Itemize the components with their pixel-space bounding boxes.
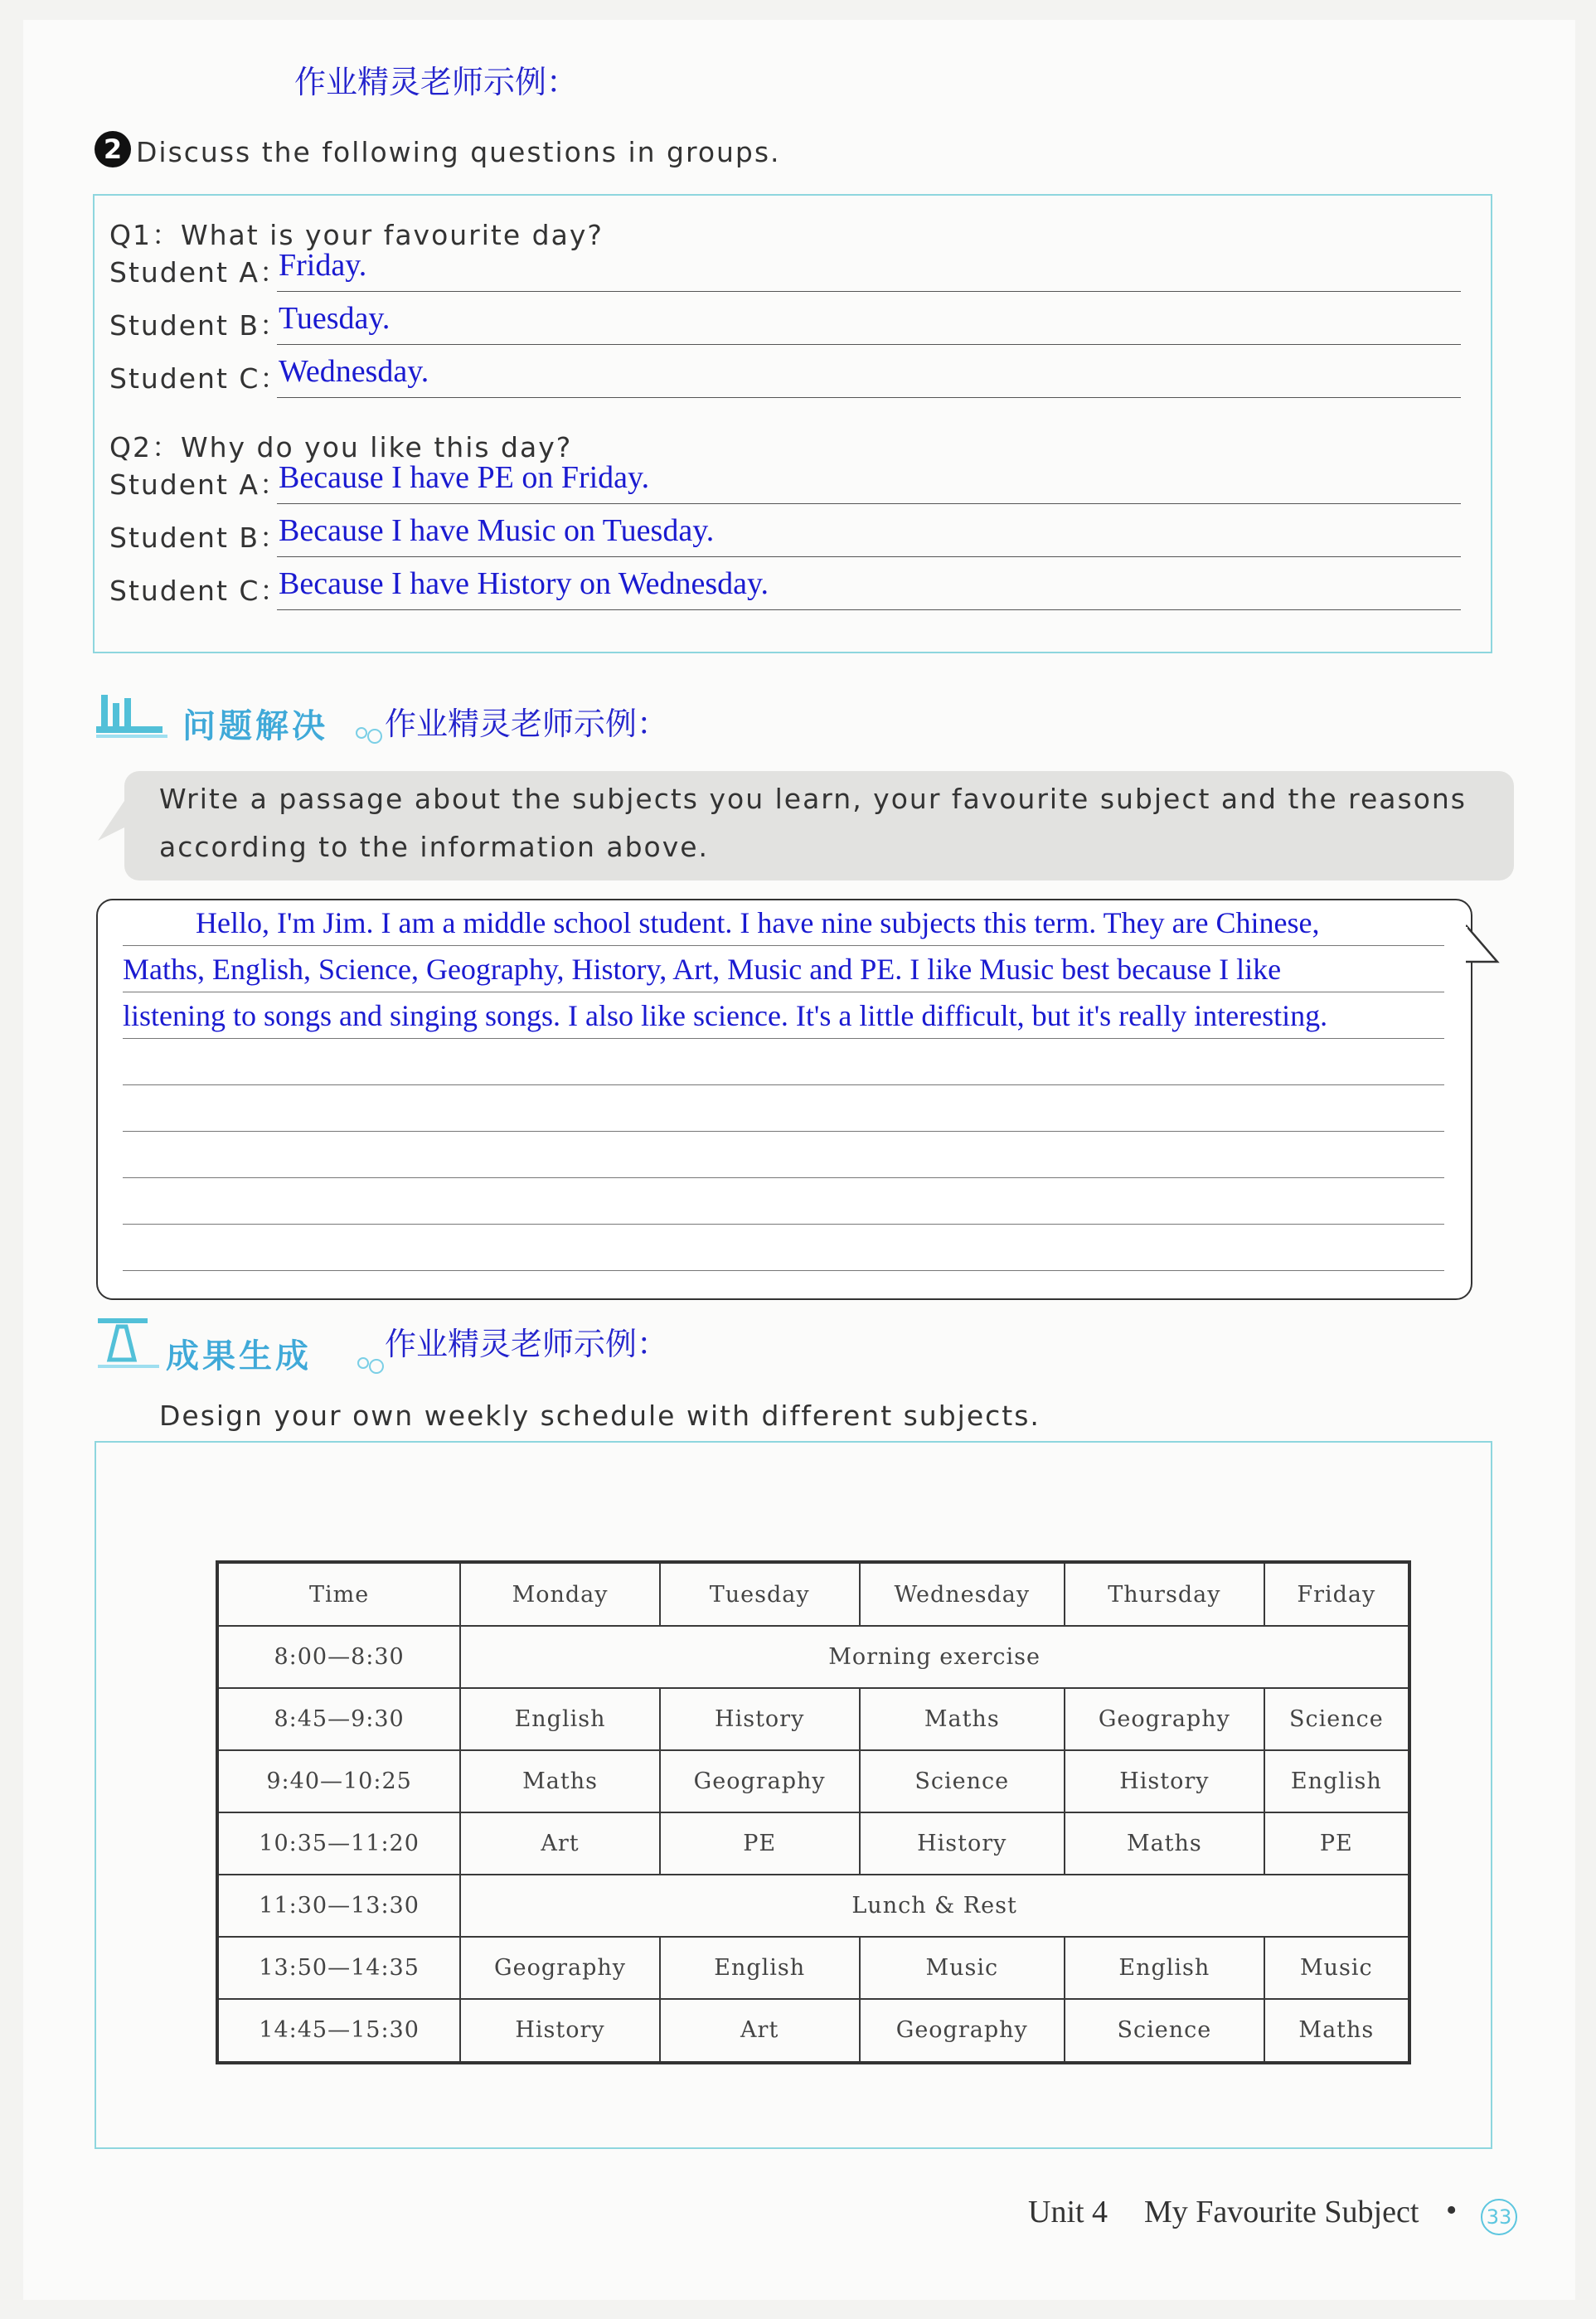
student-answer: Tuesday. — [279, 301, 391, 336]
header-cell: Monday — [460, 1562, 660, 1626]
time-cell: 10:35—11:20 — [217, 1812, 460, 1875]
question-1: Q1：What is your favourite day? — [109, 219, 604, 251]
table-row — [217, 1937, 1409, 1999]
passage-line: Hello, I'm Jim. I am a middle school student. I have nine subjects this term. They are Chinese, — [196, 906, 1320, 939]
table-row — [217, 1875, 1409, 1937]
header-cell: Time — [217, 1562, 460, 1626]
subject-cell: Art — [460, 1812, 660, 1875]
subject-cell: Geography — [1065, 1688, 1264, 1750]
footer-unit: Unit 4 — [1028, 2195, 1108, 2229]
student-answer: Friday. — [279, 248, 367, 283]
time-cell: 8:00—8:30 — [217, 1626, 460, 1688]
header-cell: Tuesday — [660, 1562, 860, 1626]
passage-line: listening to songs and singing songs. I also like science. It's a little difficult, but it's really interesting. — [123, 999, 1328, 1032]
table-row — [217, 1750, 1409, 1812]
discuss-instruction: Discuss the following questions in groups. — [136, 136, 781, 168]
writing-line — [123, 1084, 1444, 1085]
writing-line — [123, 945, 1444, 946]
merged-cell: Morning exercise — [460, 1626, 1409, 1688]
merged-cell: Lunch & Rest — [460, 1875, 1409, 1937]
table-row — [217, 1626, 1409, 1688]
writing-line — [123, 1177, 1444, 1178]
subject-cell: Science — [1065, 1999, 1264, 2063]
student-label: Student B： — [109, 309, 289, 342]
answer-line — [277, 291, 1461, 292]
answer-line — [277, 556, 1461, 557]
student-label: Student A： — [109, 256, 289, 289]
subject-cell: English — [660, 1937, 860, 1999]
lab-flask-icon — [93, 1310, 159, 1376]
exercise-number-badge: 2 — [95, 131, 131, 167]
subject-cell: Maths — [860, 1688, 1065, 1750]
table-row — [217, 1688, 1409, 1750]
student-label: Student C： — [109, 362, 289, 395]
subject-cell: Science — [860, 1750, 1065, 1812]
subject-cell: Geography — [460, 1937, 660, 1999]
bubbles-icon — [355, 721, 388, 746]
prompt-line-2: according to the information above. — [159, 831, 710, 863]
writing-line — [123, 1224, 1444, 1225]
subject-cell: English — [460, 1688, 660, 1750]
answer-line — [277, 397, 1461, 398]
subject-cell: English — [1264, 1750, 1409, 1812]
teacher-example-label: 作业精灵老师示例： — [294, 64, 579, 100]
time-cell: 13:50—14:35 — [217, 1937, 460, 1999]
student-label: Student A： — [109, 468, 289, 501]
teacher-example-label: 作业精灵老师示例： — [385, 1326, 669, 1362]
subject-cell: Art — [660, 1999, 860, 2063]
q2-answer-row — [109, 564, 1461, 614]
student-answer: Because I have History on Wednesday. — [279, 566, 769, 601]
answer-line — [277, 503, 1461, 504]
writing-line — [123, 1131, 1444, 1132]
footer-bullet: • — [1446, 2193, 1458, 2228]
section-title: 问题解决 — [182, 707, 328, 745]
question-2: Q2：Why do you like this day? — [109, 431, 573, 463]
q1-answer-row — [109, 352, 1461, 401]
subject-cell: Science — [1264, 1688, 1409, 1750]
banner-tail — [98, 791, 139, 849]
writing-line — [123, 1270, 1444, 1271]
teacher-example-label: 作业精灵老师示例： — [385, 706, 669, 742]
table-row — [217, 1812, 1409, 1875]
subject-cell: PE — [660, 1812, 860, 1875]
outcome-instruction: Design your own weekly schedule with different subjects. — [159, 1400, 1041, 1432]
subject-cell: PE — [1264, 1812, 1409, 1875]
q2-answer-row — [109, 458, 1461, 507]
writing-line — [123, 1038, 1444, 1039]
subject-cell: Music — [860, 1937, 1065, 1999]
table-row — [217, 1999, 1409, 2063]
subject-cell: Maths — [460, 1750, 660, 1812]
q2-answer-row — [109, 511, 1461, 560]
time-cell: 8:45—9:30 — [217, 1688, 460, 1750]
header-cell: Friday — [1264, 1562, 1409, 1626]
prompt-line-1: Write a passage about the subjects you learn, your favourite subject and the reasons — [159, 783, 1467, 815]
header-cell: Wednesday — [860, 1562, 1065, 1626]
subject-cell: Maths — [1065, 1812, 1264, 1875]
subject-cell: Music — [1264, 1937, 1409, 1999]
test-tube-icon — [93, 683, 167, 750]
footer-title: My Favourite Subject — [1144, 2195, 1419, 2229]
problem-solving-header — [93, 683, 424, 750]
passage-line: Maths, English, Science, Geography, History, Art, Music and PE. I like Music best because I like — [123, 953, 1282, 986]
table-header-row — [217, 1562, 1409, 1626]
q1-answer-row — [109, 298, 1461, 348]
bubble-tail — [1466, 915, 1507, 965]
subject-cell: English — [1065, 1937, 1264, 1999]
outcome-header — [93, 1310, 424, 1376]
time-cell: 11:30—13:30 — [217, 1875, 460, 1937]
subject-cell: Geography — [860, 1999, 1065, 2063]
answer-line — [277, 344, 1461, 345]
weekly-schedule-table — [216, 1560, 1411, 2064]
section-title: 成果生成 — [166, 1337, 312, 1375]
q1-answer-row — [109, 245, 1461, 295]
time-cell: 9:40—10:25 — [217, 1750, 460, 1812]
student-label: Student B： — [109, 522, 289, 554]
subject-cell: History — [860, 1812, 1065, 1875]
student-answer: Because I have PE on Friday. — [279, 460, 650, 495]
page-number: 33 — [1481, 2199, 1517, 2235]
subject-cell: History — [660, 1688, 860, 1750]
subject-cell: History — [1065, 1750, 1264, 1812]
subject-cell: Geography — [660, 1750, 860, 1812]
student-answer: Wednesday. — [279, 354, 429, 389]
student-label: Student C： — [109, 575, 289, 607]
subject-cell: Maths — [1264, 1999, 1409, 2063]
time-cell: 14:45—15:30 — [217, 1999, 460, 2063]
header-cell: Thursday — [1065, 1562, 1264, 1626]
workbook-page — [23, 20, 1575, 2300]
answer-line — [277, 609, 1461, 610]
student-answer: Because I have Music on Tuesday. — [279, 513, 715, 548]
subject-cell: History — [460, 1999, 660, 2063]
